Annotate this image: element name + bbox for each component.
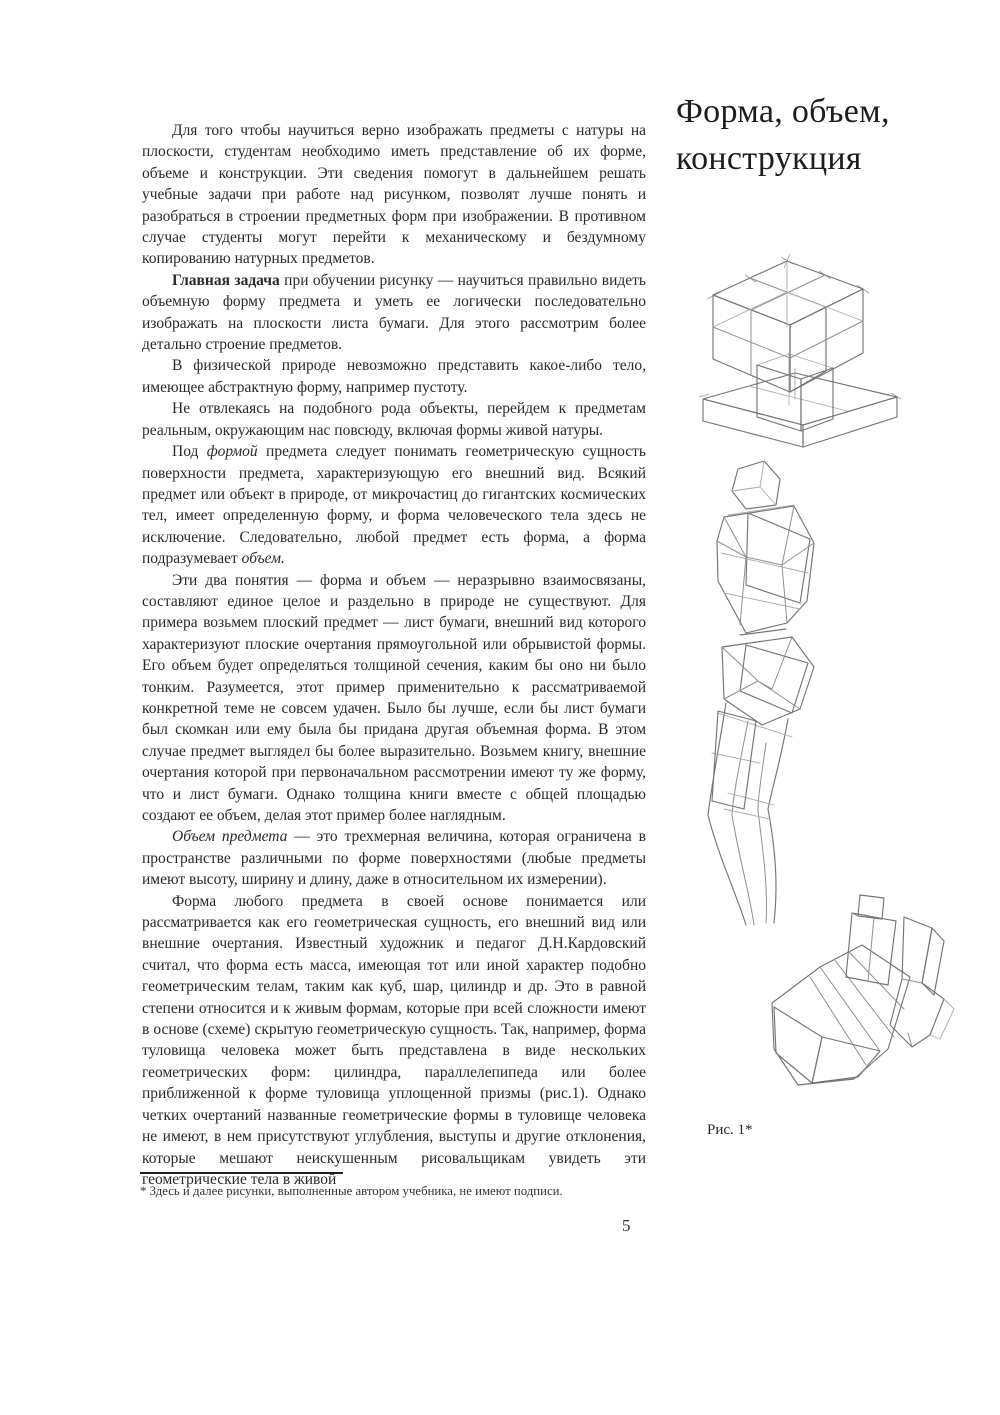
paragraph: Не отвлекаясь на подобного рода объекты, перейдем к предметам реальным, окружающим нас повсюду, включая формы живой натуры.	[142, 400, 646, 439]
page-number: 5	[622, 1216, 631, 1235]
paragraph: В физической природе невозможно представить какое-либо тело, имеющее абстрактную форму, например пустоту.	[142, 357, 646, 396]
cube-construction-sketch	[695, 247, 907, 449]
footnote-divider	[140, 1172, 343, 1174]
paragraph: Эти два понятия — форма и объем — неразрывно взаимосвязаны, составляют единое целое и раздельно в природе не существуют. Для примера возьмем плоский предмет — лист бумаги, внешний вид которого характеризуют плоские очертания прямоугольной или обрывистой формы. Его объем будет определяться толщиной сечения, каким бы оно ни было тонким. Разумеется, этот пример применительно к рассматриваемой конкретной теме не совсем удачен. Было бы лучше, если бы лист бумаги был скомкан или ему была бы придана другая объемная форма. В этом случае предмет выглядел бы более выразительно. Возьмем книгу, внешние очертания которой при первоначальном рассмотрении имеют ту же форму, что и лист бумаги. Однако толщина книги вместе с общей площадью создают ее объем, делая этот пример более наглядным.	[142, 571, 646, 824]
article-body	[142, 120, 646, 1190]
hand-construction-sketch	[762, 887, 978, 1099]
paragraph: Форма любого предмета в своей основе понимается или рассматривается как его геометрическая сущность, его внешний вид или внешние очертания. Известный художник и педагог Д.Н.Кардовский считал, что форма есть масса, имеющая тот или иной характер подобно геометрическим телам, таким как куб, шар, цилиндр и др. Это в равной степени относится и к живым формам, которые при всей сложности имеют в основе (схеме) скрытую геометрическую сущность. Так, например, форма туловища человека может быть представлена в виде нескольких геометрических форм: цилиндра, параллелепипеда или более приближенной к форме туловища уплощенной призмы (рис.1). Однако четких очертаний названные геометрические формы в туловище человека не имеют, в нем присутствуют углубления, выступы и другие отклонения, которые мешают неискушенным рисовальщикам увидеть эти геометрические тела в живой	[142, 892, 646, 1188]
paragraph: Для того чтобы научиться верно изображать предметы с натуры на плоскости, студентам необходимо иметь представление об их форме, объеме и конструкции. Эти сведения помогут в дальнейшем решать учебные задачи при работе над рисунком, позволят лучше понять и разобраться в строении предметных форм при изображении. В противном случае студенты могут перейти к механическому и бездумному копированию натурных предметов.	[142, 122, 646, 268]
chapter-title	[676, 88, 976, 182]
chapter-title-line: конструкция	[676, 140, 862, 177]
chapter-title-line: Форма, объем,	[676, 93, 890, 130]
footnote-text: * Здесь и далее рисунки, выполненные автором учебника, не имеют подписи.	[140, 1184, 563, 1198]
torso-construction-sketch	[688, 453, 860, 931]
figure-caption: Рис. 1*	[707, 1122, 753, 1138]
paragraph: Объем предмета — это трехмерная величина, которая ограничена в пространстве различными по форме поверхностями (любые предметы имеют высоту, ширину и длину, даже в относительном их измерении).	[142, 828, 646, 889]
paragraph: Под формой предмета следует понимать геометрическую сущность поверхности предмета, характеризующую его внешний вид. Всякий предмет или объект в природе, от микрочастиц до гигантских космических тел, имеет определенную форму, и форма человеческого тела здесь не исключение. Следовательно, любой предмет есть форма, а форма подразумевает объем.	[142, 443, 646, 568]
paragraph: Главная задача при обучении рисунку — научиться правильно видеть объемную форму предмета и уметь ее логически последовательно изображать на плоскости листа бумаги. Для этого рассмотрим более детально строение предметов.	[142, 271, 646, 354]
